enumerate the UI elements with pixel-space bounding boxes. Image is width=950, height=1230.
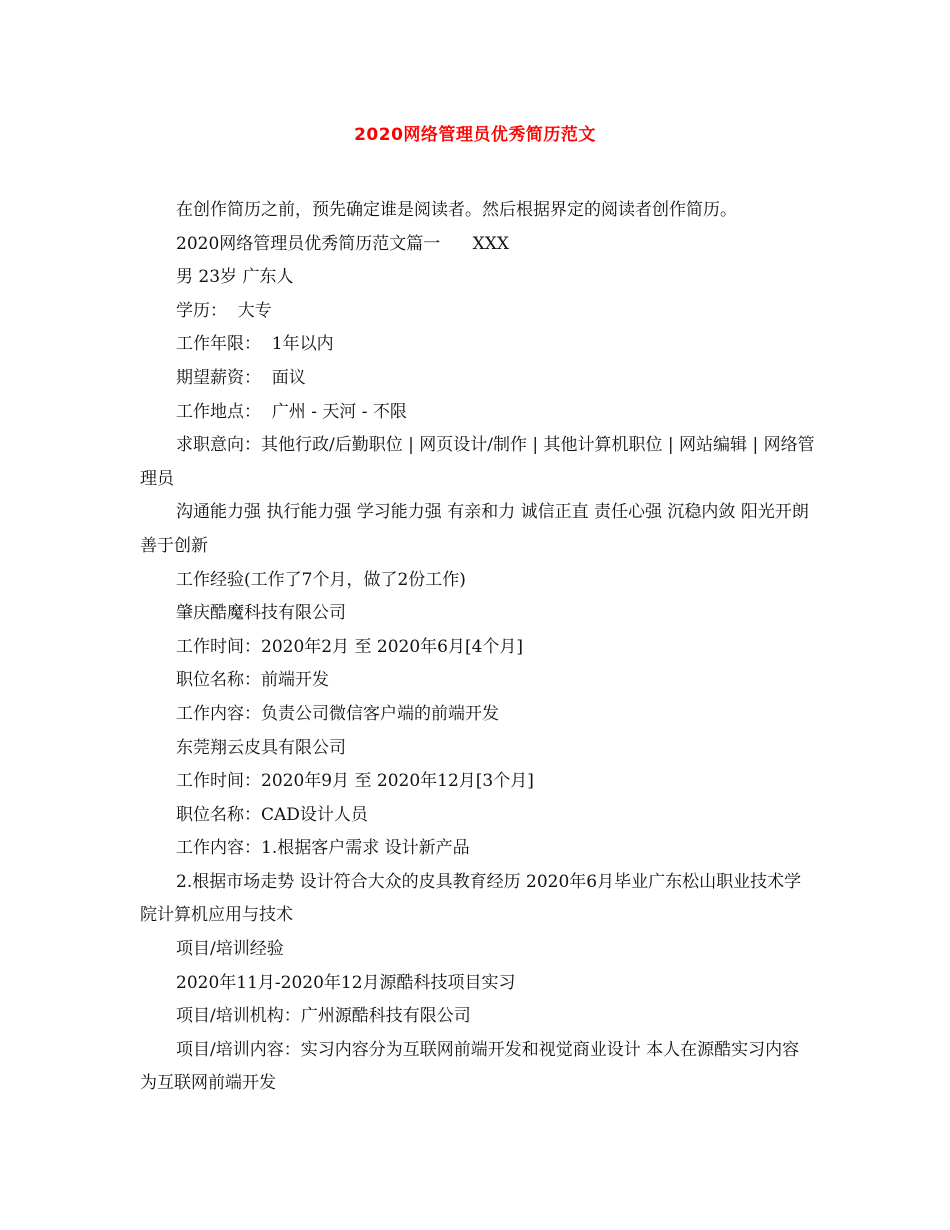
paragraph-work-years: 工作年限： 1年以内 — [176, 334, 334, 355]
document-title: 2020网络管理员优秀简历范文 — [354, 125, 596, 145]
paragraph-education-history: 2.根据市场走势 设计符合大众的皮具教育经历 2020年6月毕业广东松山职业技术学院计算机应用与技术 — [140, 871, 802, 926]
paragraph-skills: 沟通能力强 执行能力强 学习能力强 有亲和力 诚信正直 责任心强 沉稳内敛 阳光开朗 善于创新 — [140, 502, 815, 556]
paragraph-job-intent: 求职意向：其他行政/后勤职位 | 网页设计/制作 | 其他计算机职位 | 网站编辑 | 网络管理员 — [140, 435, 815, 489]
paragraph-company-2: 东莞翔云皮具有限公司 — [176, 737, 346, 758]
paragraph-intro: 在创作简历之前，预先确定谁是阅读者。然后根据界定的阅读者创作简历。 — [176, 200, 737, 220]
paragraph-location: 工作地点： 广州 - 天河 - 不限 — [176, 401, 407, 422]
paragraph-education: 学历： 大专 — [176, 300, 272, 321]
paragraph-company-2-content: 工作内容：1.根据客户需求 设计新产品 — [176, 838, 470, 859]
paragraph-project-org: 项目/培训机构：广州源酷科技有限公司 — [176, 1006, 471, 1027]
paragraph-project-time: 2020年11月-2020年12月源酷科技项目实习 — [176, 972, 516, 993]
paragraph-salary: 期望薪资： 面议 — [176, 367, 306, 388]
paragraph-basic-info: 男 23岁 广东人 — [176, 267, 294, 288]
paragraph-resume-heading: 2020网络管理员优秀简历范文篇一 XXX — [176, 233, 509, 254]
paragraph-work-experience: 工作经验(工作了7个月，做了2份工作) — [176, 569, 466, 590]
paragraph-company-2-position: 职位名称：CAD设计人员 — [176, 804, 368, 825]
paragraph-company-2-time: 工作时间：2020年9月 至 2020年12月[3个月] — [176, 771, 534, 792]
document-body — [140, 194, 816, 1101]
paragraph-project-heading: 项目/培训经验 — [176, 939, 284, 960]
paragraph-company-1-position: 职位名称：前端开发 — [176, 670, 329, 691]
paragraph-company-1-content: 工作内容：负责公司微信客户端的前端开发 — [176, 703, 499, 724]
paragraph-company-1-time: 工作时间：2020年2月 至 2020年6月[4个月] — [176, 636, 524, 657]
paragraph-project-content: 项目/培训内容：实习内容分为互联网前端开发和视觉商业设计 本人在源酷实习内容为互联网前端开发 — [140, 1039, 800, 1094]
paragraph-company-1: 肇庆酷魔科技有限公司 — [176, 603, 346, 624]
